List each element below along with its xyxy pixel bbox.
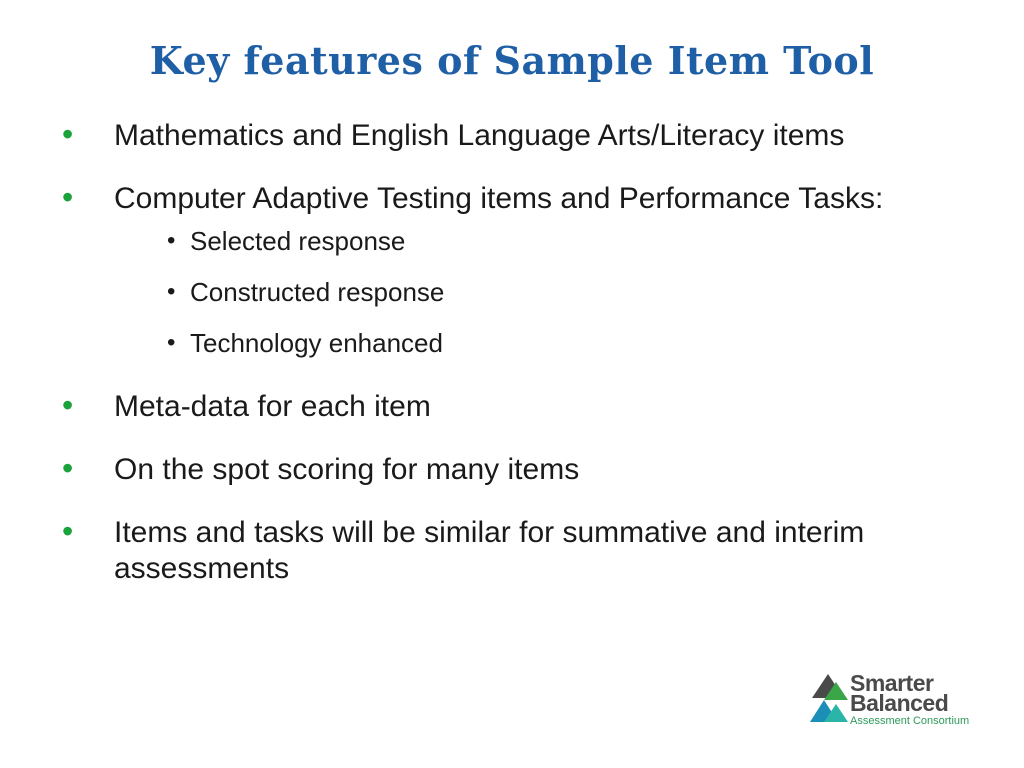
- bullet-item: [60, 389, 980, 425]
- sub-bullet-dot-icon: •: [167, 278, 176, 305]
- sub-bullet-item: [167, 225, 980, 257]
- sub-bullet-list: [60, 225, 980, 359]
- bullet-text: Mathematics and English Language Arts/Literacy items: [114, 119, 845, 152]
- bullet-item: [60, 452, 980, 488]
- bullet-text: Items and tasks will be similar for summative and interim assessments: [114, 516, 865, 585]
- bullet-text: Computer Adaptive Testing items and Performance Tasks:: [114, 182, 884, 215]
- sub-bullet-item: [167, 327, 980, 359]
- logo-line-consortium: Assessment Consortium: [850, 715, 970, 727]
- bullet-dot-icon: •: [62, 179, 74, 215]
- bullet-dot-icon: •: [62, 387, 74, 423]
- sub-bullet-dot-icon: •: [167, 227, 176, 254]
- bullet-dot-icon: •: [62, 513, 74, 549]
- sub-bullet-text: Constructed response: [190, 277, 445, 307]
- sub-bullet-dot-icon: •: [167, 329, 176, 356]
- bullet-dot-icon: •: [62, 450, 74, 486]
- bullet-item: [60, 515, 980, 587]
- bullet-dot-icon: •: [62, 116, 74, 152]
- bullet-list: [60, 118, 980, 614]
- smarter-balanced-logo: [810, 670, 990, 732]
- sub-bullet-item: [167, 276, 980, 308]
- slide-title: Key features of Sample Item Tool: [149, 38, 875, 83]
- logo-line-balanced: Balanced: [850, 690, 949, 716]
- bullet-text: On the spot scoring for many items: [114, 453, 580, 486]
- bullet-item: [60, 181, 980, 217]
- smarter-balanced-triangles-icon: [810, 670, 850, 728]
- logo-line-smarter: Smarter: [850, 670, 934, 696]
- bullet-text: Meta-data for each item: [114, 390, 431, 423]
- sub-bullet-text: Technology enhanced: [190, 328, 443, 358]
- bullet-item: [60, 118, 980, 154]
- sub-bullet-text: Selected response: [190, 226, 406, 256]
